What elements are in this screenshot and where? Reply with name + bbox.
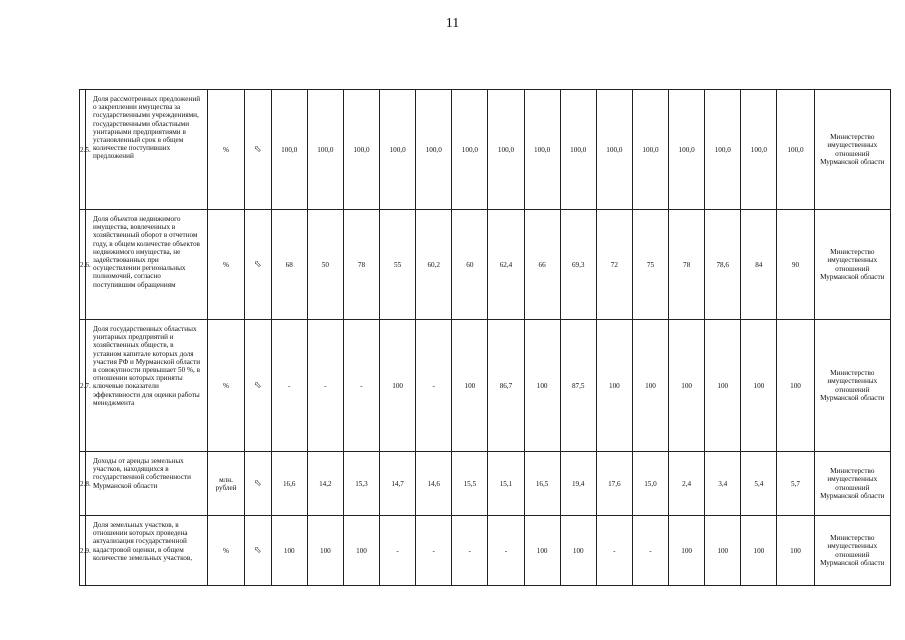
value-cell: 75: [632, 210, 668, 320]
indicator-name-cell: Доля государственных областных унитарных предприятий и хозяйственных обществ, в уставном капитале которых доля участия РФ и Мурманской области в совокупности превышает 50 %, в отношении которых приняты ключевые показатели эффективности для оценки работы менеджмента: [86, 320, 208, 452]
value-cell: -: [307, 320, 343, 452]
value-cell: 100: [343, 516, 379, 586]
value-cell: 100: [705, 320, 741, 452]
value-cell: 14,2: [307, 452, 343, 516]
value-cell: 15,1: [488, 452, 524, 516]
value-cell: 78,6: [705, 210, 741, 320]
indicators-table-wrapper: [79, 89, 891, 586]
table-row: [80, 452, 891, 516]
value-cell: 100,0: [560, 90, 596, 210]
value-cell: 100,0: [416, 90, 452, 210]
responsible-body-cell: Министерство имущественных отношений Мурманской области: [814, 452, 890, 516]
table-body: [80, 90, 891, 586]
value-cell: 100,0: [307, 90, 343, 210]
table-row: [80, 320, 891, 452]
table-row: [80, 90, 891, 210]
value-cell: 90: [777, 210, 814, 320]
up-right-arrow-icon: ⇧: [251, 378, 264, 392]
up-right-arrow-icon: ⇧: [251, 142, 264, 156]
value-cell: 100: [777, 320, 814, 452]
value-cell: 5,7: [777, 452, 814, 516]
direction-cell: [244, 452, 271, 516]
value-cell: 72: [596, 210, 632, 320]
value-cell: 50: [307, 210, 343, 320]
value-cell: 14,7: [380, 452, 416, 516]
value-cell: 100: [596, 320, 632, 452]
value-cell: -: [380, 516, 416, 586]
responsible-body-cell: Министерство имущественных отношений Мурманской области: [814, 90, 890, 210]
value-cell: 100,0: [669, 90, 705, 210]
value-cell: -: [416, 516, 452, 586]
value-cell: 15,3: [343, 452, 379, 516]
responsible-body-cell: Министерство имущественных отношений Мурманской области: [814, 516, 890, 586]
value-cell: -: [632, 516, 668, 586]
value-cell: -: [271, 320, 307, 452]
row-number-cell: 2.5.: [80, 90, 86, 210]
value-cell: 100: [560, 516, 596, 586]
value-cell: 62,4: [488, 210, 524, 320]
unit-cell: %: [208, 210, 244, 320]
indicator-name-cell: Доля земельных участков, в отношении которых проведена актуализация государственной кадастровой оценки, в общем количестве земельных участков,: [86, 516, 208, 586]
value-cell: 100,0: [596, 90, 632, 210]
value-cell: 87,5: [560, 320, 596, 452]
value-cell: 100: [741, 516, 777, 586]
indicators-table: [79, 89, 891, 586]
value-cell: 100: [669, 516, 705, 586]
page-number: 11: [445, 16, 460, 31]
unit-cell: %: [208, 516, 244, 586]
unit-cell: %: [208, 90, 244, 210]
table-row: [80, 516, 891, 586]
indicator-name-cell: Доходы от аренды земельных участков, находящихся в государственной собственности Мурманской области: [86, 452, 208, 516]
value-cell: 100,0: [343, 90, 379, 210]
value-cell: 100: [524, 516, 560, 586]
indicator-name-cell: Доля рассмотренных предложений о закреплении имущества за государственными учреждениями, государственными областными унитарными предприятиями в установленный срок в общем количестве поступивших предложений: [86, 90, 208, 210]
value-cell: -: [452, 516, 488, 586]
value-cell: 100: [271, 516, 307, 586]
up-right-arrow-icon: ⇧: [251, 257, 264, 271]
value-cell: 100,0: [524, 90, 560, 210]
value-cell: 100,0: [632, 90, 668, 210]
unit-cell: млн. рублей: [208, 452, 244, 516]
value-cell: 100: [380, 320, 416, 452]
value-cell: 100: [632, 320, 668, 452]
value-cell: 68: [271, 210, 307, 320]
value-cell: 100,0: [741, 90, 777, 210]
value-cell: 78: [669, 210, 705, 320]
value-cell: 100: [669, 320, 705, 452]
value-cell: 14,6: [416, 452, 452, 516]
direction-cell: [244, 90, 271, 210]
value-cell: 60,2: [416, 210, 452, 320]
unit-cell: %: [208, 320, 244, 452]
value-cell: 100,0: [488, 90, 524, 210]
up-right-arrow-icon: ⇧: [251, 543, 264, 557]
responsible-body-cell: Министерство имущественных отношений Мурманской области: [814, 320, 890, 452]
value-cell: 19,4: [560, 452, 596, 516]
value-cell: -: [343, 320, 379, 452]
value-cell: 17,6: [596, 452, 632, 516]
value-cell: 100: [741, 320, 777, 452]
value-cell: 100,0: [452, 90, 488, 210]
row-number-cell: 2.9.: [80, 516, 86, 586]
row-number-cell: 2.8.: [80, 452, 86, 516]
value-cell: 5,4: [741, 452, 777, 516]
value-cell: 86,7: [488, 320, 524, 452]
value-cell: 16,6: [271, 452, 307, 516]
value-cell: 60: [452, 210, 488, 320]
value-cell: 3,4: [705, 452, 741, 516]
value-cell: -: [596, 516, 632, 586]
value-cell: -: [488, 516, 524, 586]
value-cell: 16,5: [524, 452, 560, 516]
value-cell: 100: [777, 516, 814, 586]
value-cell: 69,3: [560, 210, 596, 320]
value-cell: 55: [380, 210, 416, 320]
direction-cell: [244, 210, 271, 320]
value-cell: -: [416, 320, 452, 452]
up-right-arrow-icon: ⇧: [251, 476, 264, 490]
value-cell: 15,0: [632, 452, 668, 516]
value-cell: 100,0: [380, 90, 416, 210]
value-cell: 78: [343, 210, 379, 320]
direction-cell: [244, 320, 271, 452]
value-cell: 100: [307, 516, 343, 586]
value-cell: 100: [452, 320, 488, 452]
value-cell: 100,0: [271, 90, 307, 210]
value-cell: 100,0: [705, 90, 741, 210]
indicator-name-cell: Доля объектов недвижимого имущества, вовлеченных в хозяйственный оборот в отчетном году, в общем количестве объектов недвижимого имущества, не задействованных при осуществлении региональных полномочий, согласно поступившим обращениям: [86, 210, 208, 320]
table-row: [80, 210, 891, 320]
value-cell: 100: [705, 516, 741, 586]
value-cell: 100: [524, 320, 560, 452]
row-number-cell: 2.7.: [80, 320, 86, 452]
value-cell: 66: [524, 210, 560, 320]
value-cell: 15,5: [452, 452, 488, 516]
direction-cell: [244, 516, 271, 586]
value-cell: 2,4: [669, 452, 705, 516]
value-cell: 84: [741, 210, 777, 320]
value-cell: 100,0: [777, 90, 814, 210]
row-number-cell: 2.6.: [80, 210, 86, 320]
responsible-body-cell: Министерство имущественных отношений Мурманской области: [814, 210, 890, 320]
